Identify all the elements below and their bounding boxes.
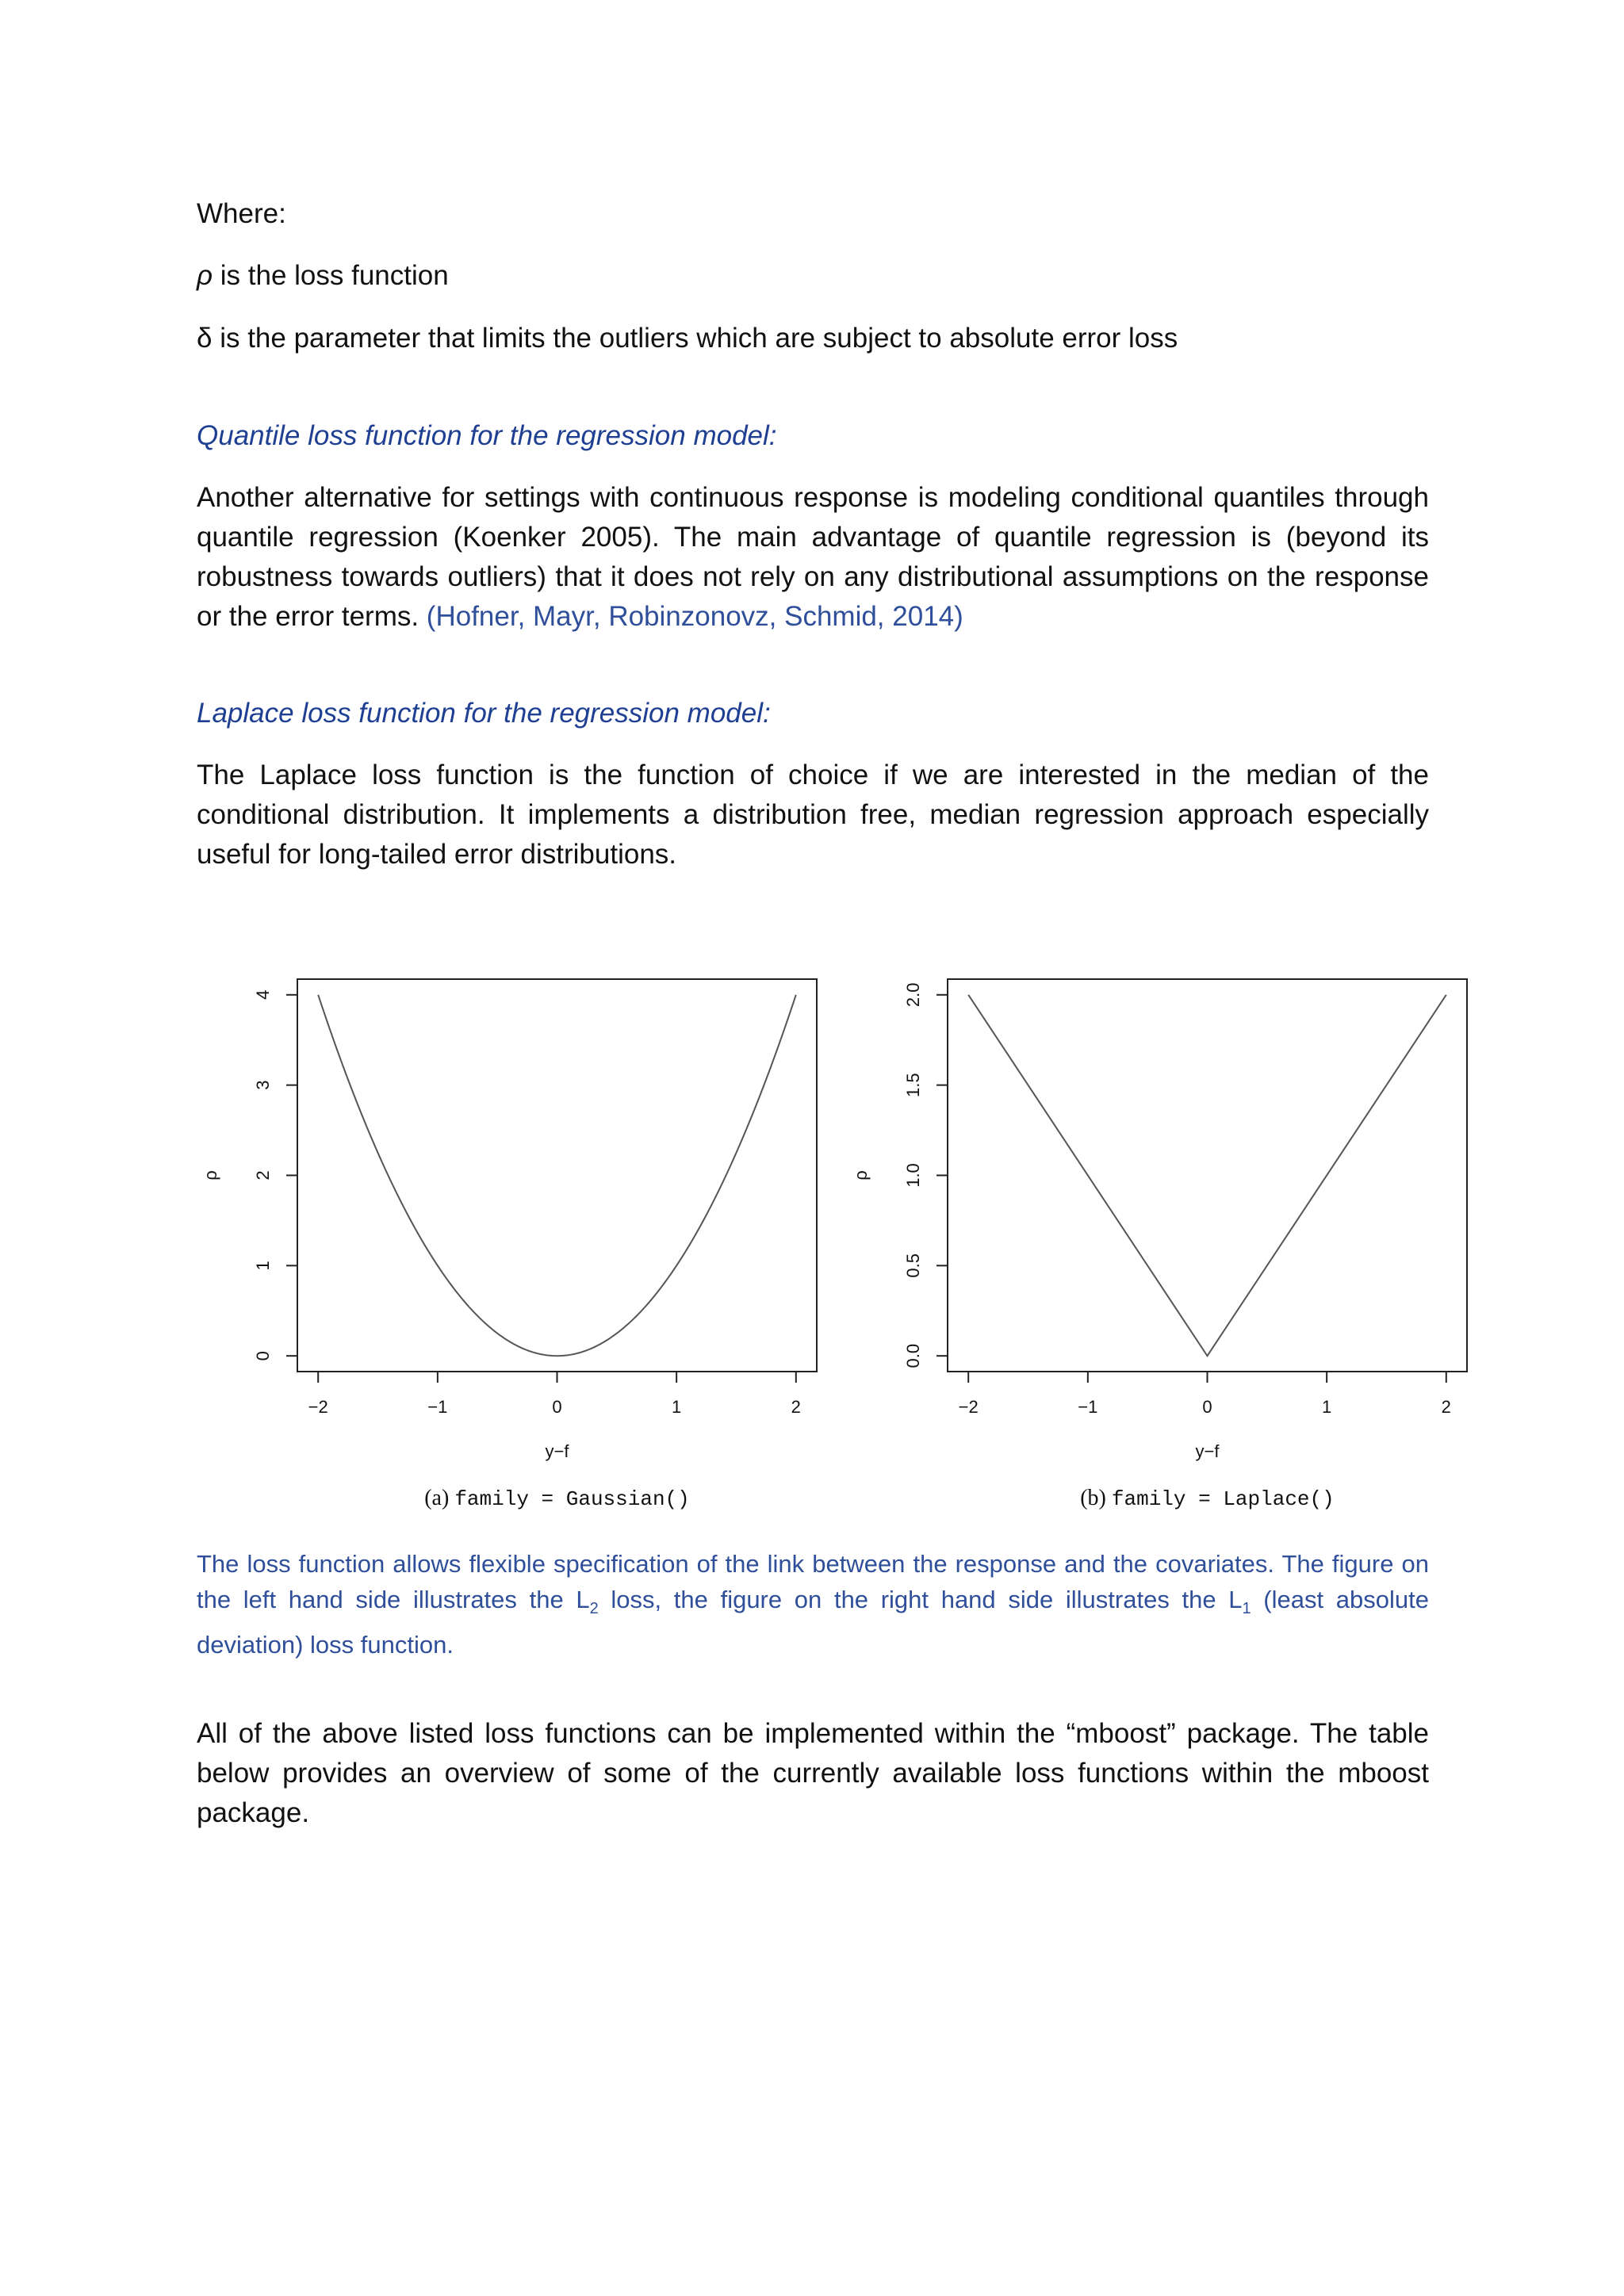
plot-caption	[424, 1486, 690, 1511]
x-tick-label: 2	[1441, 1397, 1451, 1417]
y-tick-label: 0	[252, 1351, 273, 1361]
laplace-heading: Laplace loss function for the regression model:	[197, 698, 771, 729]
caption-sub1: 2	[589, 1600, 599, 1618]
rho-text: is the loss function	[213, 260, 449, 291]
quantile-body: Another alternative for settings with continuous response is modeling conditional quantiles through quantile regression (Koenker 2005). The main advantage of quantile regression is (beyond its robustness towards outliers) that it does not rely on any distributional assumptions on the response or the error terms.	[197, 482, 1429, 632]
y-tick-label: 0.5	[902, 1253, 923, 1278]
plot-caption-code: family = Gaussian()	[454, 1487, 690, 1511]
series-line	[968, 995, 1446, 1356]
caption-part3: (least absolute deviation) loss function.	[197, 1586, 1429, 1659]
x-tick-label: −1	[1078, 1397, 1098, 1417]
rho-definition	[197, 256, 1429, 296]
plot-frame	[948, 979, 1467, 1372]
x-tick-label: −2	[958, 1397, 979, 1417]
figure-caption	[197, 1546, 1429, 1663]
y-tick-label: 0.0	[902, 1343, 923, 1368]
x-tick-label: 0	[1202, 1397, 1212, 1417]
rho-symbol: ρ	[197, 260, 213, 291]
where-label: Where:	[197, 198, 286, 229]
x-tick-label: 1	[672, 1397, 682, 1417]
y-tick-label: 2.0	[902, 982, 923, 1008]
gaussian-loss-plot	[194, 959, 829, 1522]
x-axis-label: y−f	[1195, 1441, 1220, 1461]
y-axis-label: ρ	[200, 1170, 220, 1181]
y-tick-label: 4	[252, 989, 273, 1000]
plot-caption-prefix: (b)	[1080, 1486, 1112, 1510]
y-axis-label: ρ	[850, 1170, 871, 1181]
plot-caption-code: family = Laplace()	[1111, 1487, 1335, 1511]
closing-paragraph: All of the above listed loss functions can be implemented within the “mboost” package. The table below provides an overview of some of the currently available loss functions within the mboost package.	[197, 1718, 1429, 1828]
laplace-paragraph: The Laplace loss function is the function of choice if we are interested in the median of the conditional distribution. It implements a distribution free, median regression approach especially useful for long-tailed error distributions.	[197, 760, 1429, 870]
caption-part2: loss, the figure on the right hand side illustrates the L	[598, 1586, 1243, 1613]
x-tick-label: 1	[1322, 1397, 1332, 1417]
caption-part1: The loss function allows flexible specification of the link between the response and the covariates. The figure on the left hand side illustrates the L	[197, 1550, 1429, 1613]
caption-sub2: 1	[1242, 1600, 1251, 1618]
y-tick-label: 2	[252, 1170, 273, 1181]
gaussian-loss-svg	[194, 959, 829, 1522]
y-tick-label: 1	[252, 1261, 273, 1271]
y-tick-label: 1.0	[902, 1163, 923, 1188]
quantile-paragraph	[197, 478, 1429, 637]
x-tick-label: −2	[308, 1397, 328, 1417]
quantile-heading: Quantile loss function for the regression model:	[197, 420, 777, 451]
series-line	[318, 995, 796, 1356]
plot-caption	[1080, 1486, 1335, 1511]
x-tick-label: 0	[552, 1397, 562, 1417]
y-tick-label: 1.5	[902, 1073, 923, 1097]
delta-definition: δ is the parameter that limits the outliers which are subject to absolute error loss	[197, 323, 1178, 354]
x-axis-label: y−f	[545, 1441, 569, 1461]
laplace-loss-plot	[845, 959, 1479, 1522]
plot-frame	[297, 979, 817, 1372]
y-tick-label: 3	[252, 1080, 273, 1090]
x-tick-label: −1	[427, 1397, 448, 1417]
laplace-loss-svg	[845, 959, 1479, 1522]
quantile-citation: (Hofner, Mayr, Robinzonovz, Schmid, 2014)	[426, 601, 963, 632]
x-tick-label: 2	[791, 1397, 801, 1417]
plot-caption-prefix: (a)	[424, 1486, 455, 1510]
